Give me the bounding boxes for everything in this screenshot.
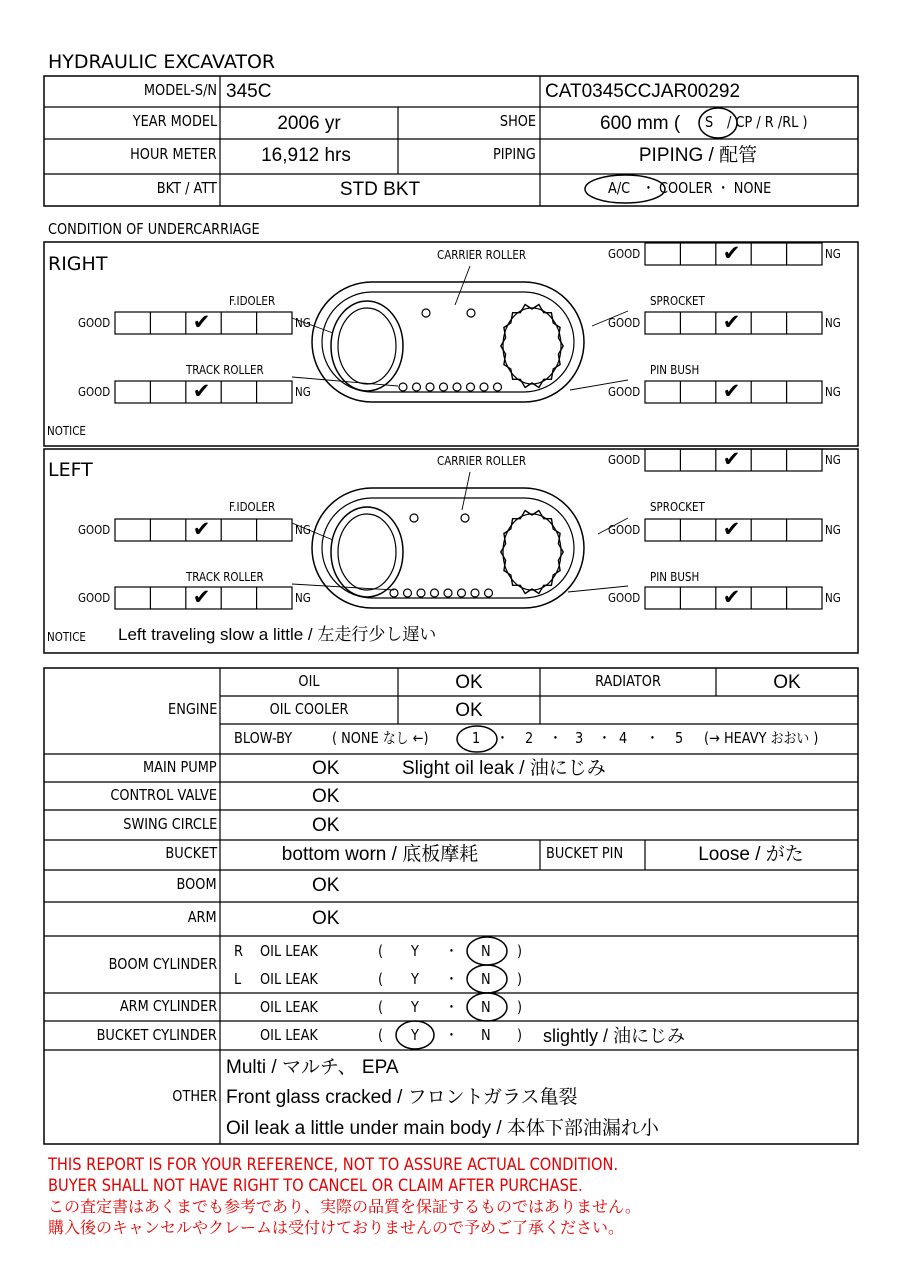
right-track-roller xyxy=(467,383,475,391)
boom-cyl-r-label: R xyxy=(234,942,243,960)
boom-cyl-l-oil-leak: OIL LEAK xyxy=(260,970,318,988)
left-sprocket-check-mark: ✔ xyxy=(722,517,741,541)
right-sprocket-ng-label: NG xyxy=(825,316,841,330)
boom-cyl-l-dot: ・ xyxy=(445,970,458,988)
bucket-cyl-dot: ・ xyxy=(445,1026,458,1044)
blowby-4: 4 xyxy=(619,729,628,747)
oil-cooler-value: OK xyxy=(455,700,483,721)
right-pin-bush-check-mark: ✔ xyxy=(722,379,741,403)
right-fidler-ng-label: NG xyxy=(295,316,311,330)
piping-label: PIPING xyxy=(493,145,536,163)
track-rollers xyxy=(390,383,502,597)
boom-cyl-r-paren-close: ) xyxy=(517,942,523,960)
blowby-5: 5 xyxy=(675,729,684,747)
right-carrier-roller-good-label: GOOD xyxy=(608,247,641,261)
right-track-roller xyxy=(480,383,488,391)
arm-cyl-paren-open: ( xyxy=(378,998,384,1016)
bucket-cyl-y: Y xyxy=(411,1026,419,1044)
left-sprocket-good-label: GOOD xyxy=(608,523,641,537)
right-fidler-good-label: GOOD xyxy=(78,316,111,330)
blowby-sep-4: ・ xyxy=(646,729,659,747)
right-track-roller-check-mark: ✔ xyxy=(192,379,211,403)
swing-circle-label: SWING CIRCLE xyxy=(123,815,217,833)
left-pin-bush-label: PIN BUSH xyxy=(650,570,700,584)
radiator-label: RADIATOR xyxy=(595,672,661,690)
shoe-options: / CP / R /RL ) xyxy=(727,113,808,131)
left-track-roller xyxy=(431,589,439,597)
main-pump-label: MAIN PUMP xyxy=(143,758,217,776)
bucket-cyl-n: N xyxy=(481,1026,491,1044)
right-fidler-label: F.IDOLER xyxy=(229,294,276,308)
left-carrier-roller-label: CARRIER ROLLER xyxy=(437,454,527,468)
oil-cooler-label: OIL COOLER xyxy=(269,700,349,718)
blowby-heavy: (→ HEAVY おおい ) xyxy=(704,729,819,747)
left-notice-label: NOTICE xyxy=(47,630,86,644)
left-pin-bush-good-label: GOOD xyxy=(608,591,641,605)
arm-label: ARM xyxy=(188,908,217,926)
right-track-drawing xyxy=(312,282,584,402)
blowby-sep-3: ・ xyxy=(598,729,611,747)
right-notice-label: NOTICE xyxy=(47,424,86,438)
blowby-1: 1 xyxy=(472,729,481,747)
boom-cyl-r-oil-leak: OIL LEAK xyxy=(260,942,318,960)
boom-cyl-l-label: L xyxy=(234,970,242,988)
boom-cylinder-label: BOOM CYLINDER xyxy=(108,955,217,973)
other-line-1: Multi / マルチ、 EPA xyxy=(226,1057,399,1078)
left-track-roller-label: TRACK ROLLER xyxy=(186,570,264,584)
left-track-roller xyxy=(458,589,466,597)
bucket-cyl-note: slightly / 油にじみ xyxy=(543,1026,686,1046)
boom-cyl-l-n: N xyxy=(481,970,491,988)
bkt-value: STD BKT xyxy=(339,179,421,200)
right-track-roller-label: TRACK ROLLER xyxy=(186,363,264,377)
right-pin-bush-label: PIN BUSH xyxy=(650,363,700,377)
boom-cyl-l-paren-close: ) xyxy=(517,970,523,988)
left-fidler-good-label: GOOD xyxy=(78,523,111,537)
left-track-roller xyxy=(404,589,412,597)
oil-label: OIL xyxy=(298,672,320,690)
left-track-drawing xyxy=(312,488,584,608)
bucket-value: bottom worn / 底板摩耗 xyxy=(281,844,479,865)
bucket-label: BUCKET xyxy=(165,844,217,862)
left-pin-bush-check-mark: ✔ xyxy=(722,585,741,609)
bucket-cyl-paren-close: ) xyxy=(517,1026,523,1044)
rating-boxes xyxy=(115,243,822,609)
right-track-roller xyxy=(399,383,407,391)
left-track-roller xyxy=(471,589,479,597)
swing-circle-value: OK xyxy=(312,815,340,836)
model-value: 345C xyxy=(226,81,272,102)
left-pin-bush-ng-label: NG xyxy=(825,591,841,605)
right-track-roller-ng-label: NG xyxy=(295,385,311,399)
left-track-roller xyxy=(485,589,493,597)
right-sprocket-good-label: GOOD xyxy=(608,316,641,330)
bucket-cylinder-label: BUCKET CYLINDER xyxy=(96,1026,217,1044)
boom-cyl-r-n: N xyxy=(481,942,491,960)
engine-label: ENGINE xyxy=(167,700,217,718)
disclaimer-line-3: この査定書はあくまでも参考であり、実際の品質を保証するものではありません。 xyxy=(48,1197,641,1216)
main-pump-value: OK xyxy=(312,758,340,779)
left-track-roller xyxy=(444,589,452,597)
hour-value: 16,912 hrs xyxy=(261,145,351,166)
right-label: RIGHT xyxy=(48,253,108,275)
right-pin-bush-ng-label: NG xyxy=(825,385,841,399)
boom-cyl-r-dot: ・ xyxy=(445,942,458,960)
left-fidler-label: F.IDOLER xyxy=(229,500,276,514)
shoe-option-s: S xyxy=(705,113,714,131)
right-sprocket-check-mark: ✔ xyxy=(722,310,741,334)
right-track-roller xyxy=(440,383,448,391)
boom-cyl-r-y: Y xyxy=(411,942,419,960)
left-notice-text: Left traveling slow a little / 左走行少し遅い xyxy=(118,625,437,644)
ac-options-rest: ・ COOLER ・ NONE xyxy=(642,179,772,197)
shoe-value: 600 mm ( xyxy=(600,113,681,134)
control-valve-label: CONTROL VALVE xyxy=(110,786,217,804)
year-label: YEAR MODEL xyxy=(132,112,217,130)
oil-value: OK xyxy=(455,672,483,693)
other-line-3: Oil leak a little under main body / 本体下部油漏れ小 xyxy=(226,1118,659,1139)
page-title: HYDRAULIC EXCAVATOR xyxy=(48,51,276,73)
blowby-2: 2 xyxy=(525,729,534,747)
ac-option: A/C xyxy=(608,179,631,197)
right-carrier-roller-check-mark: ✔ xyxy=(722,241,741,265)
boom-cyl-l-paren-open: ( xyxy=(378,970,384,988)
left-carrier-roller-good-label: GOOD xyxy=(608,453,641,467)
disclaimer-line-4: 購入後のキャンセルやクレームは受付けておりませんので予めご了承ください。 xyxy=(48,1218,625,1237)
piping-value: PIPING / 配管 xyxy=(638,145,758,166)
right-track-roller xyxy=(426,383,434,391)
bkt-label: BKT / ATT xyxy=(156,179,217,197)
right-track-roller xyxy=(494,383,502,391)
left-track-roller-check-mark: ✔ xyxy=(192,585,211,609)
left-carrier-roller-ng-label: NG xyxy=(825,453,841,467)
hour-label: HOUR METER xyxy=(130,145,217,163)
arm-cyl-y: Y xyxy=(411,998,419,1016)
left-carrier-roller-check-mark: ✔ xyxy=(722,447,741,471)
right-track-roller xyxy=(453,383,461,391)
blowby-sep-1: ・ xyxy=(496,729,509,747)
arm-cyl-n: N xyxy=(481,998,491,1016)
arm-cyl-paren-close: ) xyxy=(517,998,523,1016)
serial-value: CAT0345CCJAR00292 xyxy=(545,81,741,102)
left-sprocket-label: SPROCKET xyxy=(650,500,705,514)
left-track-roller-good-label: GOOD xyxy=(78,591,111,605)
bucket-cyl-paren-open: ( xyxy=(378,1026,384,1044)
right-carrier-roller-ng-label: NG xyxy=(825,247,841,261)
boom-cyl-l-y: Y xyxy=(411,970,419,988)
right-track-roller-good-label: GOOD xyxy=(78,385,111,399)
other-line-2: Front glass cracked / フロントガラス亀裂 xyxy=(226,1087,578,1108)
blowby-none: ( NONE なし ←) xyxy=(332,729,429,747)
arm-cyl-dot: ・ xyxy=(445,998,458,1016)
other-label: OTHER xyxy=(172,1087,217,1105)
control-valve-value: OK xyxy=(312,786,340,807)
right-carrier-roller-label: CARRIER ROLLER xyxy=(437,248,527,262)
model-label: MODEL-S/N xyxy=(143,81,217,99)
left-fidler-ng-label: NG xyxy=(295,523,311,537)
disclaimer-line-2: BUYER SHALL NOT HAVE RIGHT TO CANCEL OR CLAIM AFTER PURCHASE. xyxy=(48,1176,583,1196)
right-track-roller xyxy=(413,383,421,391)
undercarriage-title: CONDITION OF UNDERCARRIAGE xyxy=(48,220,260,238)
blowby-label: BLOW-BY xyxy=(234,729,293,747)
blowby-sep-2: ・ xyxy=(549,729,562,747)
arm-cyl-oil-leak: OIL LEAK xyxy=(260,998,318,1016)
left-label: LEFT xyxy=(48,459,93,481)
boom-label: BOOM xyxy=(176,875,217,893)
arm-cylinder-label: ARM CYLINDER xyxy=(119,997,217,1015)
right-fidler-check-mark: ✔ xyxy=(192,310,211,334)
disclaimer-line-1: THIS REPORT IS FOR YOUR REFERENCE, NOT TO ASSURE ACTUAL CONDITION. xyxy=(48,1155,619,1175)
bucket-cyl-oil-leak: OIL LEAK xyxy=(260,1026,318,1044)
left-fidler-check-mark: ✔ xyxy=(192,517,211,541)
year-value: 2006 yr xyxy=(277,113,341,134)
shoe-label: SHOE xyxy=(499,112,536,130)
main-pump-note: Slight oil leak / 油にじみ xyxy=(402,758,606,779)
right-sprocket-label: SPROCKET xyxy=(650,294,705,308)
right-pin-bush-good-label: GOOD xyxy=(608,385,641,399)
left-track-roller xyxy=(417,589,425,597)
bucket-pin-value: Loose / がた xyxy=(698,844,804,865)
radiator-value: OK xyxy=(773,672,801,693)
left-track-roller-ng-label: NG xyxy=(295,591,311,605)
arm-value: OK xyxy=(312,908,340,929)
blowby-3: 3 xyxy=(575,729,584,747)
boom-cyl-r-paren-open: ( xyxy=(378,942,384,960)
boom-value: OK xyxy=(312,875,340,896)
left-sprocket-ng-label: NG xyxy=(825,523,841,537)
bucket-pin-label: BUCKET PIN xyxy=(546,844,624,862)
